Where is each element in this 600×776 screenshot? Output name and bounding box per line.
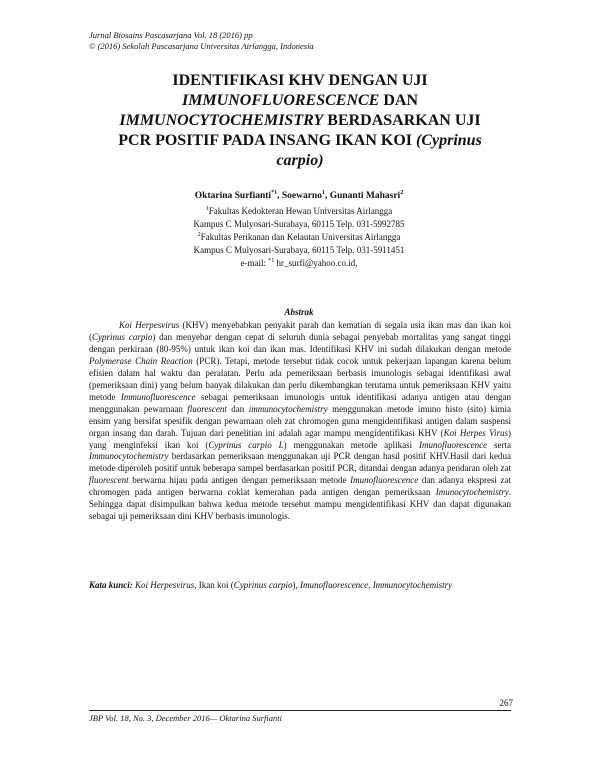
affiliation-1-name: $^1$Fakultas Kedokteran Hewan Universitas Airlangga [205,206,393,216]
page-number: 267 [499,698,513,708]
author-email: e-mail: $^{*1}$ hr_surfi@yahoo.co.id, [240,258,358,268]
affiliation-2-address: Kampus C Mulyosari-Surabaya, 60115 Telp. 031-5911451 [193,245,405,255]
title-line-1: IDENTIFIKASI KHV DENGAN UJI [172,72,428,89]
title-line-4: PCR POSITIF PADA INSANG IKAN KOI (Cyprinus [118,132,482,149]
copyright-header: © (2016) Sekolah Pascasarjana Universitas Airlangga, Indonesia [89,41,314,51]
keywords: Kata kunci: Koi Herpesvirus, Ikan koi (Cyprinus carpio), Imunofluorescence, Immunocytochemistry [89,580,453,590]
title-line-2: IMMUNOFLUORESCENCE DAN [181,92,419,109]
title-line-5: carpio) [276,152,324,169]
footer-divider [89,710,511,711]
affiliation-1-address: Kampus C Mulyosari-Surabaya, 60115 Telp. 031-5992785 [193,219,405,229]
journal-header: Jurnal Biosains Pascasarjana Vol. 18 (2016) pp [89,30,253,40]
abstract-body: Koi Herpesvirus (KHV) menyebabkan penyakit parah dan kematian di segala usia ikan mas dan ikan koi (Cyprinus carpio) dan menyebar dengan cepat di seluruh dunia sebagai penyebab mortalitas yang sangat tinggi dengan perkiraan (80-95%) untuk ikan koi dan ikan mas. Identifikasi KHV ini sudah dilakukan dengan metode Polymerase Chain Reaction (PCR). Tetapi, metode tersebut tidak cocok untuk pekerjaan lapangan karena belum efisien dalam hal waktu dan peralatan. Perlu ada pemeriksaan berbasis imunologis sebagai identifikasi awal (pemeriksaan dini) yang belum banyak dilakukan dan perlu dikembangkan terutama untuk pemeriksaan KHV yaitu metode Immunofluorescence sebagai pemeriksaan imunologis untuk identifikasi adanya antigen atau dengan menggunakan pewarnaan fluorescent dan immunocytochemistry menggunakan metode imuno histo (sito) kimia ensim yang bersifat spesifik dengan pewarnaan oleh zat chromogen guna mengidentifikasi antigen dalam suspensi organ insang dan darah. Tujuan dari penelitian ini adalah agar mampu mengidentifikasi KHV (Koi Herpes Virus) yang menginfeksi ikan koi (Cyprinus carpio L) menggunakan metode aplikasi Imunofluorescence serta Immunocytochemistry berdasarkan pemeriksaan menggunakan uji PCR dengan hasil positif KHV.Hasil dari kedua metode diperoleh positif untuk beberapa sampel berdasarkan positif PCR, ditandai dengan adanya pendaran oleh zat fluorescent berwarna hijau pada antigen dengan pemeriksaan metode Imunofluorescence dan adanya ekspresi zat chromogen pada antigen berwarna coklat kemerahan pada antigen dengan pemeriksaan Imunocytochemistry. Sehingga dapat disimpulkan bahwa kedua metode tersebut mampu mengidentifikasi KHV dan dapat digunakan sebagai uji pemeriksaan dini KHV berbasis imunologis. [89,320,512,522]
paper-title [80,71,520,171]
author-list: Oktarina Surfianti$^{*1}$, Soewarno$^1$, Gunanti Mahasri$^2$ [194,189,404,201]
affiliation-2-name: $^2$Fakultas Perikanan dan Kelautan Universitas Airlangga [197,232,401,242]
abstract-heading: Abstrak [284,307,314,317]
keywords-label: Kata kunci: [89,580,136,590]
page-footer: JBP Vol. 18, No. 3, December 2016— Oktarina Surfianti [89,713,282,723]
title-line-3: IMMUNOCYTOCHEMISTRY BERDASARKAN UJI [119,112,481,129]
